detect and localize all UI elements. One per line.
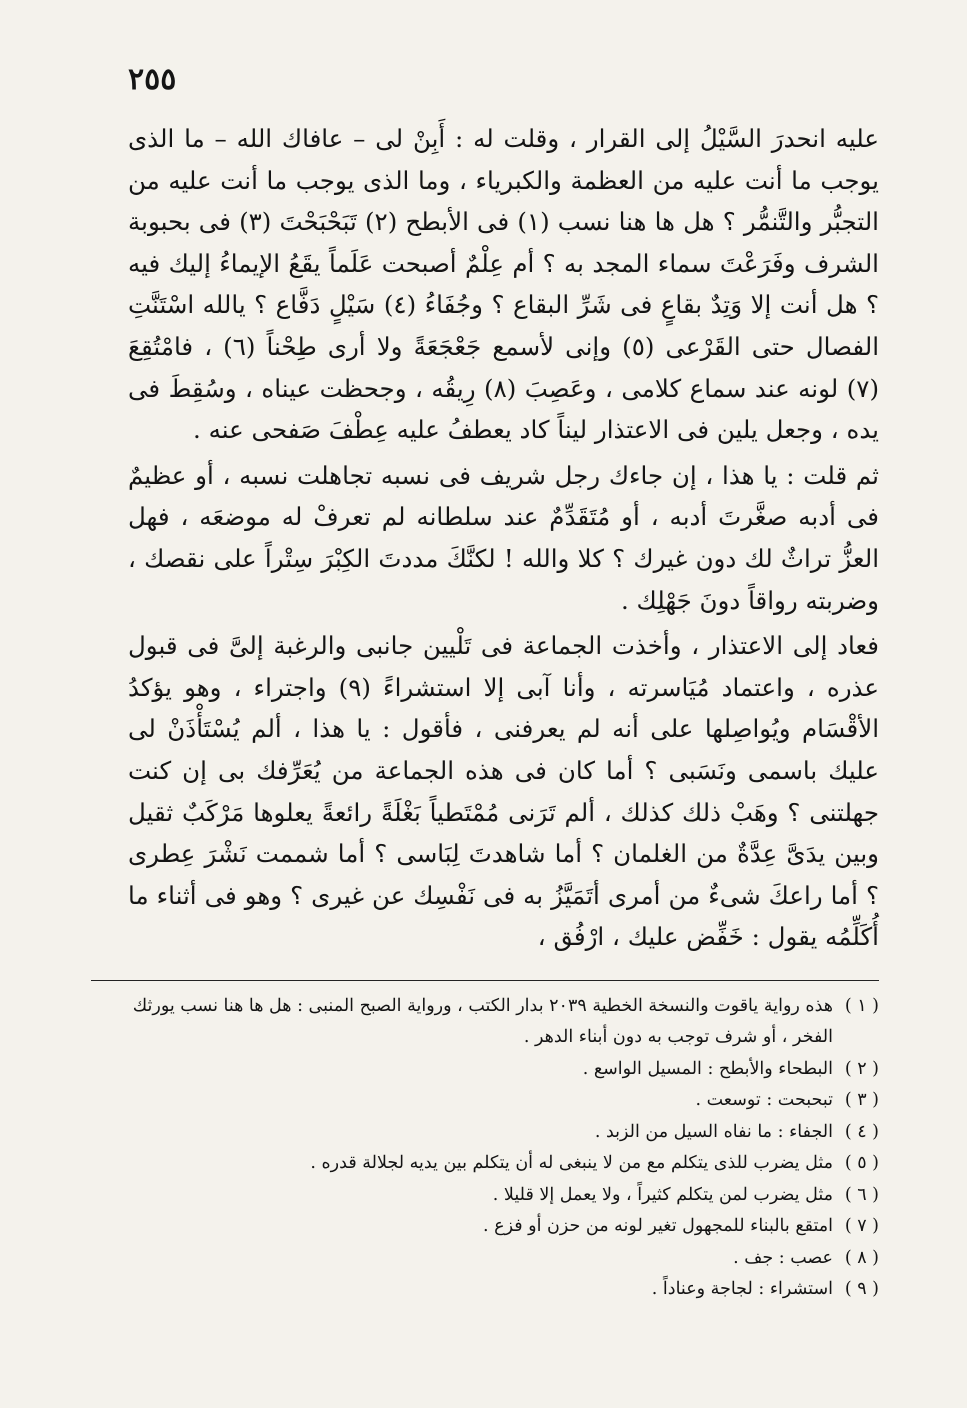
footnote-text: مثل يضرب للذى يتكلم مع من لا ينبغى له أن يتكلم بين يديه لجلالة قدره .: [310, 1153, 833, 1174]
main-text: [128, 118, 879, 958]
footnote-number: ( ٤ ): [844, 1121, 879, 1142]
footnote: [128, 1274, 879, 1306]
footnote: [128, 1243, 879, 1275]
footnote-number: ( ٩ ): [844, 1279, 879, 1300]
footnote-text: الجفاء : ما نفاه السيل من الزبد .: [594, 1121, 833, 1142]
footnote-number: ( ٥ ): [844, 1153, 879, 1174]
footnote-text: استشراء : لجاجة وعناداً .: [651, 1279, 833, 1300]
footnote: [128, 1148, 879, 1180]
footnote: [128, 1054, 879, 1086]
footnote-text: مثل يضرب لمن يتكلم كثيراً ، ولا يعمل إلا قليلا .: [492, 1184, 833, 1205]
footnotes: [128, 991, 879, 1306]
footnote-number: ( ٨ ): [844, 1247, 879, 1268]
footnote-number: ( ٧ ): [844, 1216, 879, 1237]
paragraph: عليه انحدرَ السَّيْلُ إلى القرار ، وقلت له : أَبِنْ لى – عافاك الله – ما الذى يوجب ما أنت عليه من العظمة والكبرياء ، وما الذى يوجب ما أنت عليه من التجبُّر والتَّنمُّر ؟ هل ها هنا نسب (١) فى الأبطح (٢) تَبَحْبَحْتَ (٣) فى بحبوبة الشرف وفَرَعْتَ سماء المجد به ؟ أم عِلْمٌ أصبحت عَلَماً يقَعُ الإيماءُ إليك فيه ؟ هل أنت إلا وَتِدٌ بقاعٍ فى شَرِّ البقاع ؟ وجُفَاءُ (٤) سَيْلٍ دَفَّاع ؟ يالله اسْتَنَّتِ الفصال حتى القَرْعى (٥) وإنى لأسمع جَعْجَعَةً ولا أرى طِحْناً (٦) ، فامْتُقِعَ (٧) لونه عند سماع كلامى ، وعَصِبَ (٨) رِيقُه ، وجحظت عيناه ، وسُقِطَ فى يده ، وجعل يلين فى الاعتذار ليناً كاد يعطفُ عليه عِطْفَ صَفحى عنه .: [128, 124, 880, 445]
footnote-number: ( ١ ): [844, 995, 879, 1016]
paragraph: ثم قلت : يا هذا ، إن جاءك رجل شريف فى نسبه تجاهلت نسبه ، أو عظيمٌ فى أدبه صغَّرتَ أدبه ، أو مُتَقَدِّمٌ عند سلطانه لم تعرفْ له موضعَه ، فهل العزُّ تراثٌ لك دون غيرك ؟ كلا والله ! لكنَّكَ مددتَ الكِبْرَ سِتْراً على نقصك ، وضربته رواقاً دونَ جَهْلِك .: [128, 460, 879, 615]
footnote: [128, 1085, 879, 1117]
footnote: [128, 991, 879, 1054]
footnote-number: ( ٢ ): [844, 1058, 879, 1079]
page-number: ٢٥٥: [128, 62, 177, 97]
footnote: [128, 1180, 879, 1212]
footnote-number: ( ٣ ): [844, 1090, 879, 1111]
footnote-number: ( ٦ ): [844, 1184, 879, 1205]
footnote-text: عصب : جف .: [733, 1247, 833, 1268]
footnote-divider: [91, 980, 879, 981]
footnote-text: هذه رواية ياقوت والنسخة الخطية ٢٠٣٩ بدار الكتب ، ورواية الصبح المنبى : هل ها هنا نسب يورثك الفخر ، أو شرف توجب به دون أبناء الدهر .: [132, 995, 833, 1048]
paragraph: فعاد إلى الاعتذار ، وأخذت الجماعة فى تَلْيين جانبى والرغبة إلىَّ فى قبول عذره ، واعتماد مُيَاسرته ، وأنا آبى إلا استشراءً (٩) واجتراء ، وهو يؤكدُ الأقْسَام ويُواصِلها على أنه لم يعرفنى ، فأقول : يا هذا ، ألم يُسْتَأْذَنْ لى عليك باسمى ونَسَبى ؟ أما كان فى هذه الجماعة من يُعَرِّفك بى إن كنت جهلتنى ؟ وهَبْ ذلك كذلك ، ألم تَرَنى مُمْتَطياً بَغْلَةً رائعةً يعلوها مَرْكَبٌ ثقيل وبين يدَىَّ عِدَّةٌ من الغلمان ؟ أما شاهدتَ لِبَاسى ؟ أما شممت نَشْرَ عِطرى ؟ أما راعكَ شىءٌ من أمرى أتَمَيَّزُ به فى نَفْسِك عن غيرى ؟ وهو فى أثناء ما أُكَلِّمُه يقول : خَفِّض عليك ، ارْفُق ،: [128, 631, 880, 952]
footnote-text: امتقع بالبناء للمجهول تغير لونه من حزن أو فزع .: [483, 1216, 833, 1237]
footnote: [128, 1117, 879, 1149]
footnote-text: البطحاء والأبطح : المسيل الواسع .: [582, 1058, 833, 1079]
footnote-text: تبحبحت : توسعت .: [695, 1090, 833, 1111]
footnote: [128, 1211, 879, 1243]
